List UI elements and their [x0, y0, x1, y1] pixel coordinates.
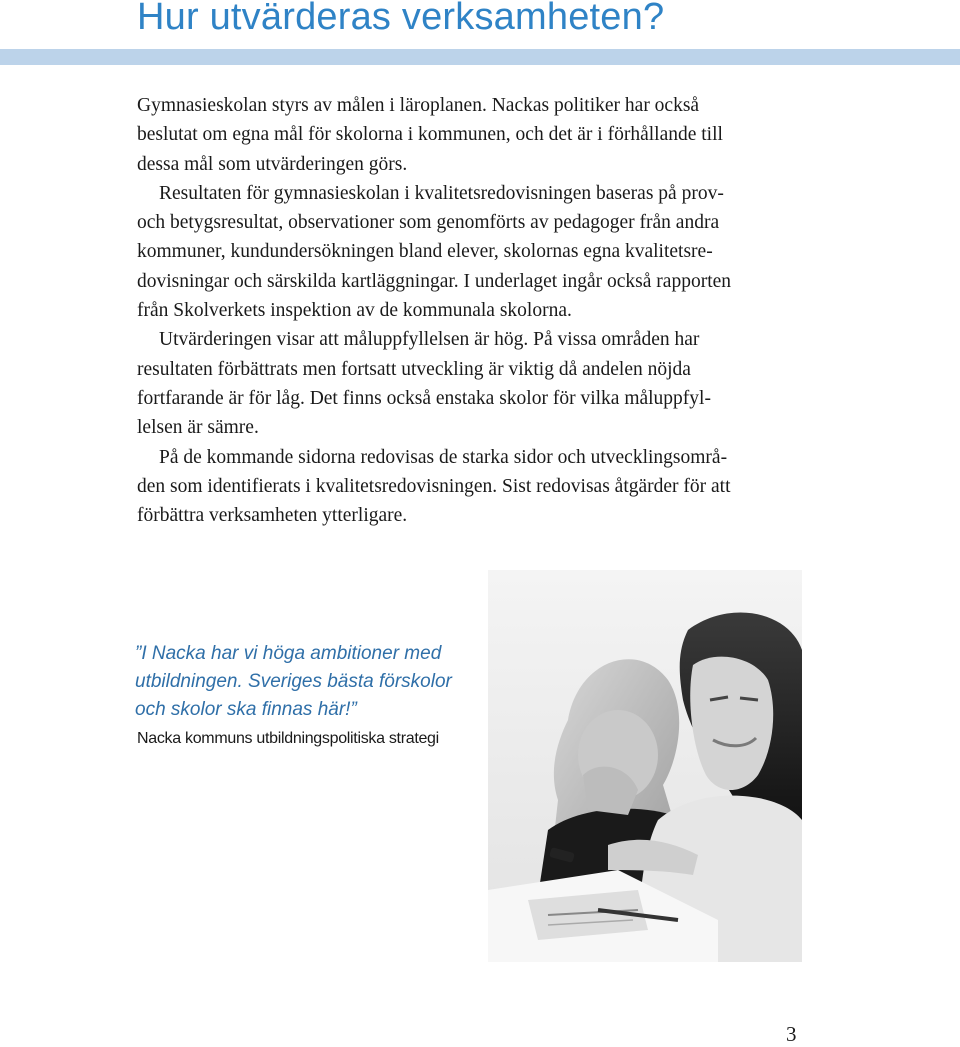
body-text: [137, 91, 837, 530]
header-divider-bar: [0, 49, 960, 65]
text-line: dovisningar och särskilda kartläggningar. I underlaget ingår också rapporten: [137, 270, 732, 292]
paragraph-3: [137, 325, 837, 442]
page-title: Hur utvärderas verksamheten?: [137, 0, 665, 38]
text-line: och betygsresultat, observationer som genomförts av pedagoger från andra: [137, 212, 720, 234]
text-line: beslutat om egna mål för skolorna i kommunen, och det är i förhållande till: [137, 124, 723, 146]
text-line: lelsen är sämre.: [137, 417, 259, 439]
students-photo: [488, 570, 802, 962]
pull-quote: [135, 640, 475, 724]
text-line: från Skolverkets inspektion av de kommunala skolorna.: [137, 300, 572, 322]
quote-line: och skolor ska finnas här!”: [135, 699, 357, 720]
text-line: förbättra verksamheten ytterligare.: [137, 505, 408, 527]
quote-source: Nacka kommuns utbildningspolitiska strategi: [137, 730, 439, 747]
page-number: 3: [786, 1022, 797, 1046]
text-line: Resultaten för gymnasieskolan i kvalitetsredovisningen baseras på prov-: [159, 182, 724, 204]
text-line: dessa mål som utvärderingen görs.: [137, 153, 408, 175]
paragraph-4: [137, 443, 837, 531]
text-line: kommuner, kundundersökningen bland elever, skolornas egna kvalitetsre-: [137, 241, 713, 263]
text-line: På de kommande sidorna redovisas de starka sidor och utvecklingsområ-: [159, 446, 728, 468]
quote-line: utbildningen. Sveriges bästa förskolor: [135, 671, 452, 692]
quote-line: ”I Nacka har vi höga ambitioner med: [135, 643, 442, 664]
text-line: resultaten förbättrats men fortsatt utveckling är viktig då andelen nöjda: [137, 358, 691, 380]
text-line: fortfarande är för låg. Det finns också enstaka skolor för vilka måluppfyl-: [137, 387, 711, 409]
paragraph-1: [137, 91, 837, 179]
text-line: Gymnasieskolan styrs av målen i läroplanen. Nackas politiker har också: [137, 95, 700, 116]
text-line: den som identifierats i kvalitetsredovisningen. Sist redovisas åtgärder för att: [137, 475, 731, 497]
text-line: Utvärderingen visar att måluppfyllelsen är hög. På vissa områden har: [159, 329, 700, 351]
paragraph-2: [137, 179, 837, 325]
